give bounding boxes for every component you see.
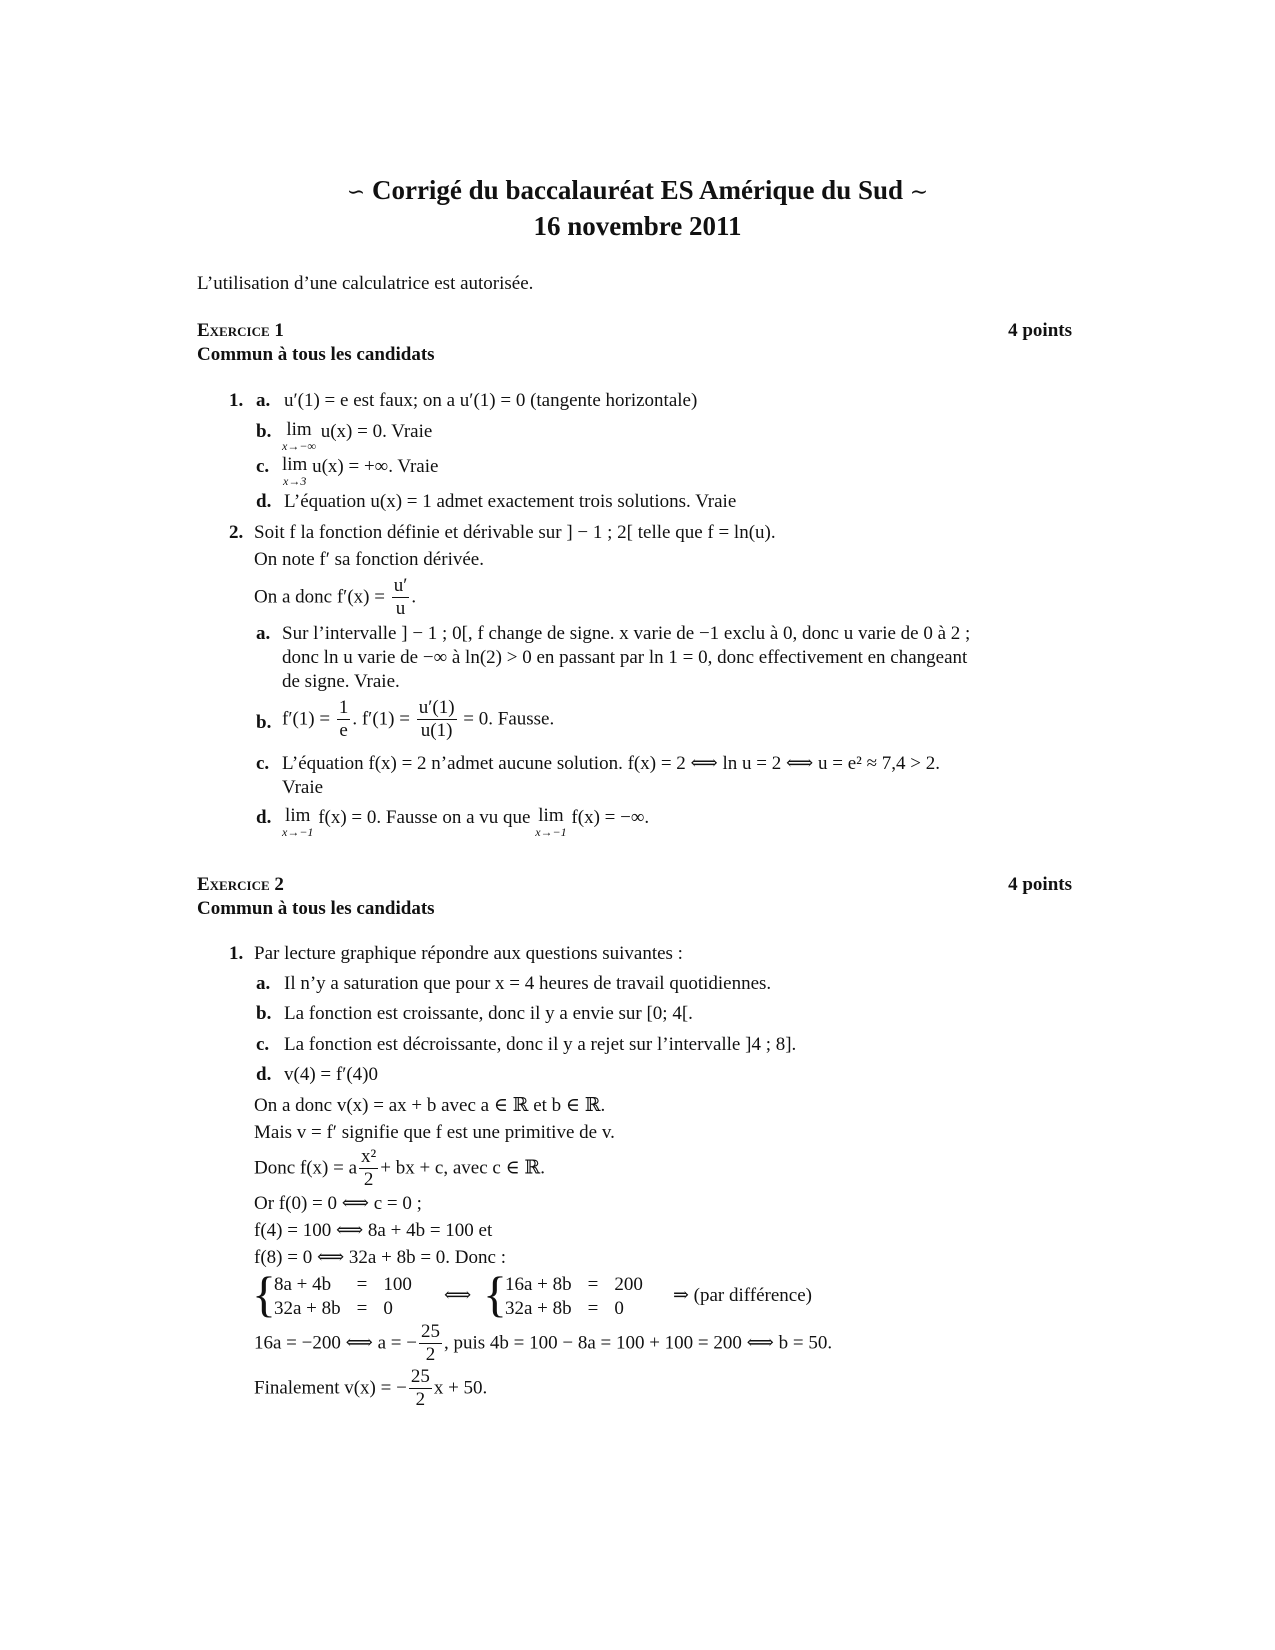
fraction: $\frac{u'}{u}$ — [393, 575, 408, 619]
ex1-q2a-line-3: de signe. Vraie. — [282, 671, 400, 692]
limit-expression: lim x→3 — [282, 454, 308, 488]
ex1-q2c-label: c. — [256, 753, 270, 774]
ex1-q1c-label: c. — [256, 456, 270, 477]
ex2-line-a: On a donc v(x) = ax + b avec a ∈ ℝ et b ∈ ℝ. — [254, 1095, 606, 1116]
ex2-q1a-text: Il n’y a saturation que pour x = 4 heures de travail quotidiennes. — [284, 973, 772, 994]
ex2-line-f: f(8) = 0 ⟺ 32a + 8b = 0. Donc : — [254, 1247, 506, 1268]
left-brace-icon: { — [252, 1266, 276, 1322]
fraction: $\frac{25}{2}$ — [420, 1321, 440, 1365]
title-line-1: Corrigé du baccalauréat ES Amérique du Sud — [371, 175, 904, 205]
ex2-line-e: f(4) = 100 ⟺ 8a + 4b = 100 et — [254, 1220, 493, 1241]
ex1-q2c-line-1: L’équation f(x) = 2 n’admet aucune solution. f(x) = 2 ⟺ ln u = 2 ⟺ u = e² ≈ 7,4 > 2. — [282, 753, 940, 774]
limit-expression: lim x→−∞ — [282, 419, 316, 453]
ex1-q2c-line-2: Vraie — [282, 777, 324, 798]
ex2-q1c-label: c. — [256, 1034, 270, 1055]
ex1-q1b-label: b. — [256, 421, 272, 442]
ex1-q2-line-2: On note f′ sa fonction dérivée. — [254, 549, 484, 570]
page-title — [0, 172, 1275, 210]
ex2-q1a-label: a. — [256, 973, 271, 994]
ornament-left-icon: ∽ — [346, 179, 366, 204]
ex1-q2-line-3: On a donc f′(x) = $\frac{u'}{u}$ . — [254, 575, 417, 619]
ex1-title: Exercice 1 — [197, 320, 284, 341]
limit-expression: lim x→−1 — [535, 805, 567, 839]
ex2-q1d-label: d. — [256, 1064, 272, 1085]
ex2-q1b-label: b. — [256, 1003, 272, 1024]
ex2-line-b: Mais v = f′ signifie que f est une primitive de v. — [254, 1122, 615, 1143]
fraction: $\frac{\text{x²}}{2}$ — [361, 1146, 377, 1190]
system-row: 16a + 8b = 200 — [505, 1274, 643, 1295]
ex2-line-c: Donc f(x) = a $\frac{\text{x²}}{2}$ + bx + c, avec c ∈ ℝ. — [254, 1146, 545, 1190]
ex1-q2a-line-1: Sur l’intervalle ] − 1 ; 0[, f change de signe. x varie de −1 exclu à 0, donc u varie de 0 à 2 ; — [282, 623, 971, 644]
ex2-q1-intro: Par lecture graphique répondre aux questions suivantes : — [254, 943, 683, 964]
ex1-q1-number: 1. — [229, 390, 244, 411]
fraction: $\frac{u'(1)}{u(1)}$ — [418, 697, 455, 741]
ex1-q2b-label: b. — [256, 712, 272, 733]
fraction: $\frac{1}{e}$ — [338, 697, 349, 741]
left-brace-icon: { — [483, 1266, 507, 1322]
intro-text: L’utilisation d’une calculatrice est autorisée. — [197, 273, 534, 294]
ornament-right-icon: ∼ — [909, 179, 929, 204]
ex1-points: 4 points — [1008, 320, 1072, 341]
ex1-q1a-text: u′(1) = e est faux; on a u′(1) = 0 (tangente horizontale) — [284, 390, 698, 411]
title-line-2: 16 novembre 2011 — [533, 211, 742, 241]
ex2-title: Exercice 2 — [197, 874, 284, 895]
ex2-line-g: 16a = −200 ⟺ a = − $\frac{25}{2}$ , puis 4b = 100 − 8a = 100 + 100 = 200 ⟺ b = 50. — [254, 1321, 833, 1365]
ex1-q1b-text: lim x→−∞ u(x) = 0. Vraie — [282, 419, 433, 453]
ex2-line-h: Finalement v(x) = − $\frac{25}{2}$ x + 50. — [254, 1366, 488, 1410]
ex1-q2-line-1: Soit f la fonction définie et dérivable sur ] − 1 ; 2[ telle que f = ln(u). — [254, 522, 776, 543]
ex1-subtitle: Commun à tous les candidats — [197, 344, 435, 365]
ex1-q2-number: 2. — [229, 522, 244, 543]
ex2-line-d: Or f(0) = 0 ⟺ c = 0 ; — [254, 1193, 422, 1214]
system-row: 32a + 8b = 0 — [505, 1298, 624, 1319]
ex2-q1c-text: La fonction est décroissante, donc il y a rejet sur l’intervalle ]4 ; 8]. — [284, 1034, 797, 1055]
ex2-q1b-text: La fonction est croissante, donc il y a envie sur [0; 4[. — [284, 1003, 693, 1024]
fraction: $\frac{25}{2}$ — [410, 1366, 430, 1410]
ex1-q2a-line-2: donc ln u varie de −∞ à ln(2) > 0 en passant par ln 1 = 0, donc effectivement en changeant — [282, 647, 968, 668]
system-note: ⇒ (par différence) — [673, 1285, 812, 1306]
ex2-points: 4 points — [1008, 874, 1072, 895]
ex1-q1c-text: lim x→3 u(x) = +∞. Vraie — [282, 454, 439, 488]
system-row: 32a + 8b = 0 — [274, 1298, 393, 1319]
equivalence-arrow: ⟺ — [444, 1285, 472, 1306]
equation-system-1 — [266, 1273, 420, 1321]
ex1-q1a-label: a. — [256, 390, 271, 411]
ex2-subtitle: Commun à tous les candidats — [197, 898, 435, 919]
ex1-q1d-label: d. — [256, 491, 272, 512]
ex1-q2b-text: f′(1) = $\frac{1}{e}$ . f′(1) = $\frac{u'(1)}{u(1)}$ = 0. Fausse. — [282, 697, 555, 741]
ex2-q1d-text: v(4) = f′(4)0 — [284, 1064, 379, 1085]
equation-system-2 — [497, 1273, 651, 1321]
ex1-q2d-text: lim x→−1 f(x) = 0. Fausse on a vu que lim x→−1 f(x) = −∞. — [282, 805, 650, 839]
ex1-q1d-text: L’équation u(x) = 1 admet exactement trois solutions. Vraie — [284, 491, 737, 512]
ex1-q2a-label: a. — [256, 623, 271, 644]
ex1-q2d-label: d. — [256, 807, 272, 828]
system-row: 8a + 4b = 100 — [274, 1274, 412, 1295]
ex2-q1-number: 1. — [229, 943, 244, 964]
limit-expression: lim x→−1 — [282, 805, 314, 839]
